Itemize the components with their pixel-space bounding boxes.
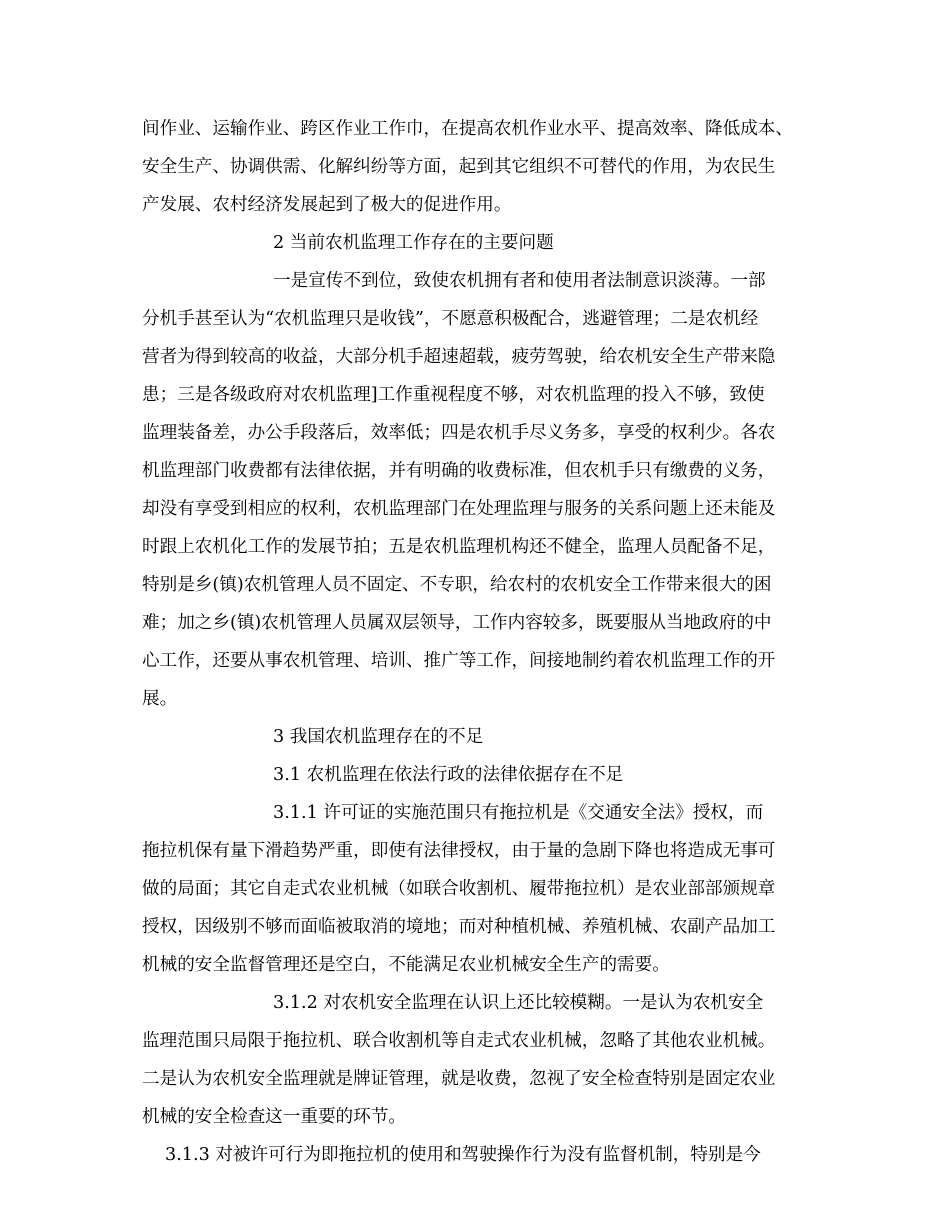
paragraph-line: 安全生产、协调供需、化解纠纷等方面，起到其它组织不可替代的作用，为农民生 (142, 157, 776, 177)
paragraph-line: 心工作，还要从事农机管理、培训、推广等工作，间接地制约着农机监理工作的开 (142, 651, 776, 671)
paragraph-line: 展。 (142, 689, 178, 709)
paragraph-line: 3.1.1 许可证的实施范围只有拖拉机是《交通安全法》授权，而 (273, 803, 764, 823)
paragraph-line: 分机手甚至认为“农机监理只是收钱”，不愿意积极配合，逃避管理；二是农机经 (142, 309, 759, 329)
paragraph-line: 患；三是各级政府对农机监理]工作重视程度不够，对农机监理的投入不够，致使 (142, 385, 765, 405)
paragraph-line: 特别是乡(镇)农机管理人员不固定、不专职，给农村的农机安全工作带来很大的困 (142, 575, 772, 595)
paragraph-line: 机械的安全检查这一重要的环节。 (142, 1107, 406, 1127)
paragraph-line: 3.1.3 对被许可行为即拖拉机的使用和驾驶操作行为没有监督机制，特别是今 (165, 1145, 761, 1165)
section-heading: 2 当前农机监理工作存在的主要问题 (273, 233, 554, 253)
paragraph-line: 监理范围只局限于拖拉机、联合收割机等自走式农业机械，忽略了其他农业机械。 (142, 1031, 776, 1051)
paragraph-line: 机监理部门收费都有法律依据，并有明确的收费标准，但农机手只有缴费的义务， (142, 461, 776, 481)
paragraph-line: 营者为得到较高的收益，大部分机手超速超载，疲劳驾驶，给农机安全生产带来隐 (142, 347, 776, 367)
paragraph-line: 难；加之乡(镇)农机管理人员属双层领导，工作内容较多，既要服从当地政府的中 (142, 613, 772, 633)
paragraph-line: 间作业、运输作业、跨区作业工作巾，在提高农机作业水平、提高效率、降低成本、 (142, 119, 793, 139)
paragraph-line: 二是认为农机安全监理就是牌证管理，就是收费，忽视了安全检查特别是固定农业 (142, 1069, 776, 1089)
paragraph-line: 却没有享受到相应的权利，农机监理部门在处理监理与服务的关系问题上还未能及 (142, 499, 776, 519)
paragraph-line: 监理装备差，办公手段落后，效率低；四是农机手尽义务多，享受的权利少。各农 (142, 423, 776, 443)
paragraph-line: 一是宣传不到位，致使农机拥有者和使用者法制意识淡薄。一部 (273, 271, 766, 291)
paragraph-line: 机械的安全监督管理还是空白，不能满足农业机械安全生产的需要。 (142, 955, 670, 975)
subsection-heading: 3.1 农机监理在依法行政的法律依据存在不足 (273, 765, 624, 785)
paragraph-line: 时跟上农机化工作的发展节拍；五是农机监理机构还不健全，监理人员配备不足， (142, 537, 776, 557)
paragraph-line: 3.1.2 对农机安全监理在认识上还比较模糊。一是认为农机安全 (273, 993, 764, 1013)
paragraph-line: 授权，因级别不够而面临被取消的境地；而对种植机械、养殖机械、农副产品加工 (142, 917, 776, 937)
paragraph-line: 产发展、农村经济发展起到了极大的促进作用。 (142, 195, 512, 215)
paragraph-line: 做的局面；其它自走式农业机械（如联合收割机、履带拖拉机）是农业部部颁规章 (142, 879, 776, 899)
section-heading: 3 我国农机监理存在的不足 (273, 727, 484, 747)
paragraph-line: 拖拉机保有量下滑趋势严重，即使有法律授权，由于量的急剧下降也将造成无事可 (142, 841, 776, 861)
